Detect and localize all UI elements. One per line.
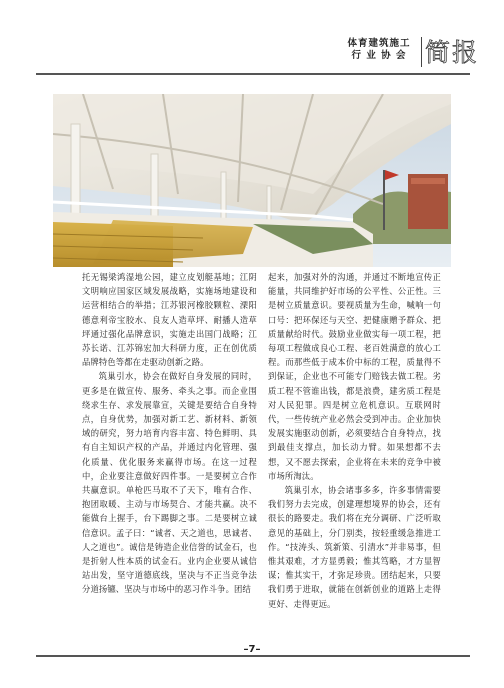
left-paragraph-2: 筑巢引水，协会在做好自身发展的同时，更多是在做宣传、服务、牵头之事。而企业围绕求生存、求发展靠宣，关键是要结合自身特点，自身优势，加强对新工艺、新材料、新领域的研究，努力培育内容丰富、特色鲜明、具有自主知识产权的产品，并通过内化管理、强化质量、优化服务来赢得市场。在这一过程中，企业要注意做好四件事。一是要树立合作共赢意识。单枪匹马取不了天下，唯有合作、抱团取暖、主动与市场契合、才能共赢。决不能做台上握手，台下踢脚之事。二是要树立诚信意识。孟子曰：“诚者、天之道也，思诚者、人之道也”。诚信是铸造企业信誉的试金石，也是折射人性本质的试金石。业内企业要从诚信站出发，坚守道德底线，坚决与不正当竞争法分道扬镳、坚决与市场中的恶习作斗争。团结 — [82, 371, 257, 595]
page-number: –7– — [243, 644, 261, 655]
right-paragraph-2: 筑巢引水，协会诸事多多，许多事情需要我们努力去完成，创建理想境界的协会，还有很长的路要走。我们将在充分调研、广泛听取意见的基础上，分门别类，按轻重缓急推进工作。“技涛头、筑新策、引清水”并非易事，但惟其艰难，才方显勇毅；惟其笃略，才方显智谋；惟其实干，才弥足珍贵。团结起来，只要我们勇于进取，就能在创新创业的道路上走得更好、走得更远。 — [268, 485, 441, 609]
association-name-line2: 行 业 协 会 — [351, 50, 407, 61]
right-text-column — [268, 270, 441, 611]
header-rule — [36, 73, 470, 75]
left-text-column — [82, 270, 257, 597]
stadium-canopy-photo — [53, 94, 451, 267]
footer-rule — [36, 655, 470, 657]
right-paragraph-1: 起来，加强对外的沟通，并通过不断地宣传正能量，共同维护好市场的公平性、公正性。三是树立质量意识。要视质量为生命，喊响一句口号：把环保还与天空、把健康赠予群众、把质量献给时代。鼓励业业做实每一项工程，把每项工程做成良心工程、老百姓满意的放心工程。而那些低于成本价中标的工程，质量得不到保证，企业也不可能专门赔钱去做工程。劣质工程不管谁出钱，都是浪费，建劣质工程是对人民犯罪。四是树立危机意识。互联网时代，一些传统产业必然会受到冲击。企业加快发展实施驱动创新，必须要结合自身特点，找到最佳支撑点，加长动力臂。如果想都不去想，又不愿去探索，企业将在未来的竞争中被市场所淘汰。 — [268, 272, 441, 481]
association-name — [340, 38, 418, 62]
association-name-line1: 体育建筑施工 — [347, 38, 411, 49]
newsletter-title: 简报 — [425, 38, 480, 67]
header-separator — [421, 37, 422, 67]
left-paragraph-1: 托无锡梁鸿湿地公园，建立皮划艇基地；江阴文明响应国家区域发展战略，实施场地建设和运营相结合的举措；江苏银河橡胶颗粒、溧阳德意利帝宝胶水、良友人造草坪、耐播人造草坪通过强化品牌意识，实施走出国门战略；江苏长诺、江苏锦宏加大科研力度，正在创优质品牌特色等都在走驱动创新之路。 — [82, 272, 257, 368]
